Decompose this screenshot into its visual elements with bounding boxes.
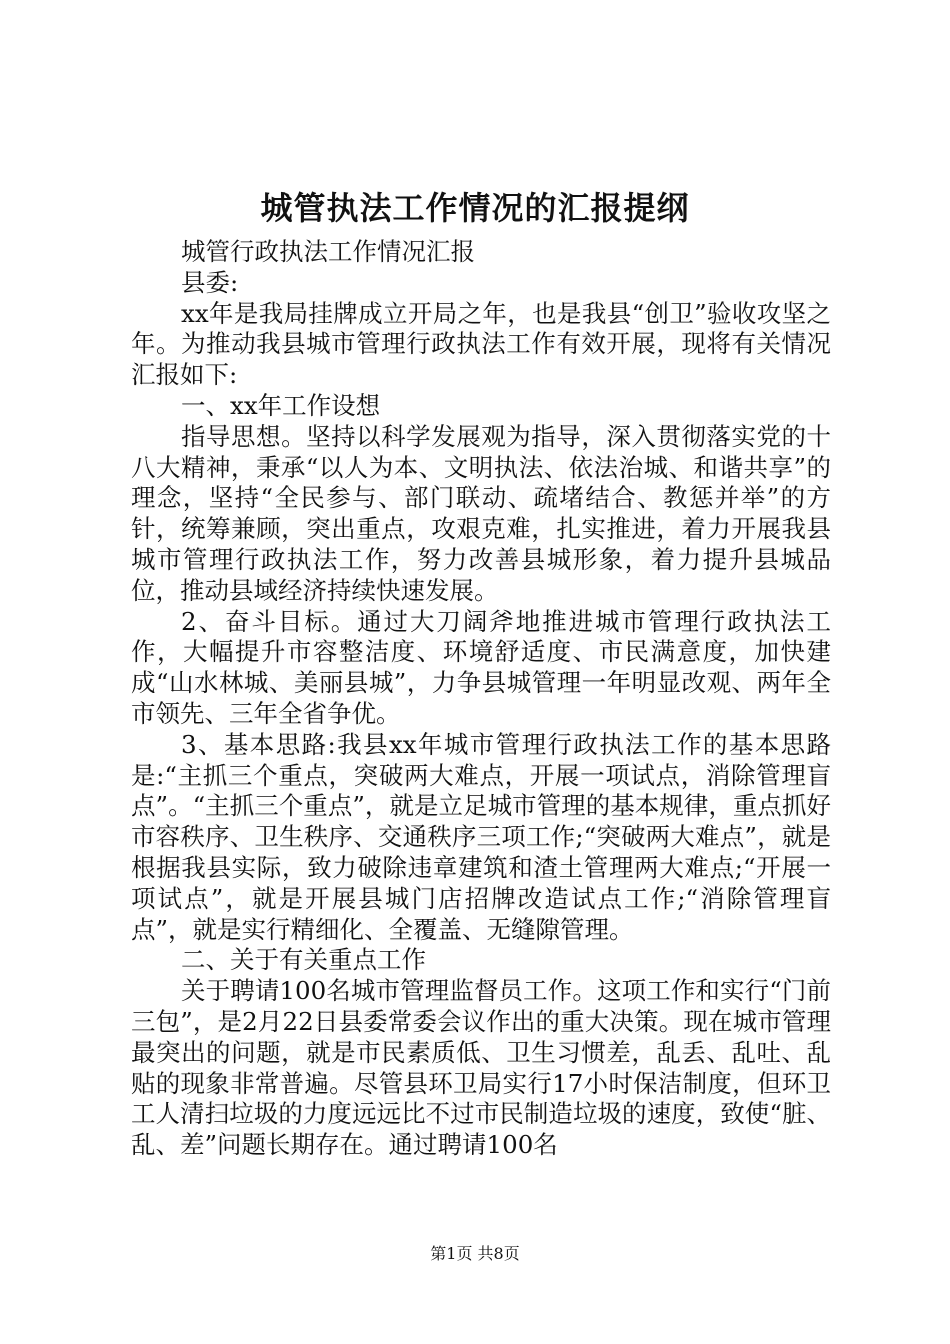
page-number-footer: 第1页 共8页 — [430, 1244, 520, 1263]
paragraph-supervisors: 关于聘请100名城市管理监督员工作。这项工作和实行“门前三包”，是2月22日县委常委会议作出的重大决策。现在城市管理最突出的问题，就是市民素质低、卫生习惯差，乱丢、乱吐、乱贴的现象非常普遍。尽管县环卫局实行17小时保洁制度，但环卫工人清扫垃圾的力度远远比不过市民制造垃圾的速度，致使“脏、乱、差”问题长期存在。通过聘请100名 — [131, 976, 831, 1160]
paragraph-guiding-idea: 指导思想。坚持以科学发展观为指导，深入贯彻落实党的十八大精神，秉承“以人为本、文明执法、依法治城、和谐共享”的理念，坚持“全民参与、部门联动、疏堵结合、教惩并举”的方针，统筹兼顾，突出重点，攻艰克难，扎实推进，着力开展我县城市管理行政执法工作，努力改善县城形象，着力提升县城品位，推动县域经济持续快速发展。 — [131, 421, 831, 605]
salutation: 县委: — [181, 267, 239, 297]
document-body — [131, 237, 831, 1161]
document-title: 城管执法工作情况的汇报提纲 — [260, 189, 690, 227]
section-heading-1: 一、xx年工作设想 — [181, 390, 381, 420]
paragraph-goals: 2、奋斗目标。通过大刀阔斧地推进城市管理行政执法工作，大幅提升市容整洁度、环境舒适度、市民满意度，加快建成“山水林城、美丽县城”，力争县城管理一年明显改观、两年全市领先、三年全省争优。 — [131, 606, 831, 728]
paragraph-intro: xx年是我局挂牌成立开局之年，也是我县“创卫”验收攻坚之年。为推动我县城市管理行政执法工作有效开展，现将有关情况汇报如下: — [131, 298, 831, 390]
paragraph-approach: 3、基本思路:我县xx年城市管理行政执法工作的基本思路是:“主抓三个重点，突破两大难点，开展一项试点，消除管理盲点”。“主抓三个重点”，就是立足城市管理的基本规律，重点抓好市容秩序、卫生秩序、交通秩序三项工作;“突破两大难点”，就是根据我县实际，致力破除违章建筑和渣土管理两大难点;“开展一项试点”，就是开展县城门店招牌改造试点工作;“消除管理盲点”，就是实行精细化、全覆盖、无缝隙管理。 — [131, 729, 831, 944]
section-heading-2: 二、关于有关重点工作 — [181, 945, 426, 975]
report-subtitle: 城管行政执法工作情况汇报 — [181, 237, 475, 266]
